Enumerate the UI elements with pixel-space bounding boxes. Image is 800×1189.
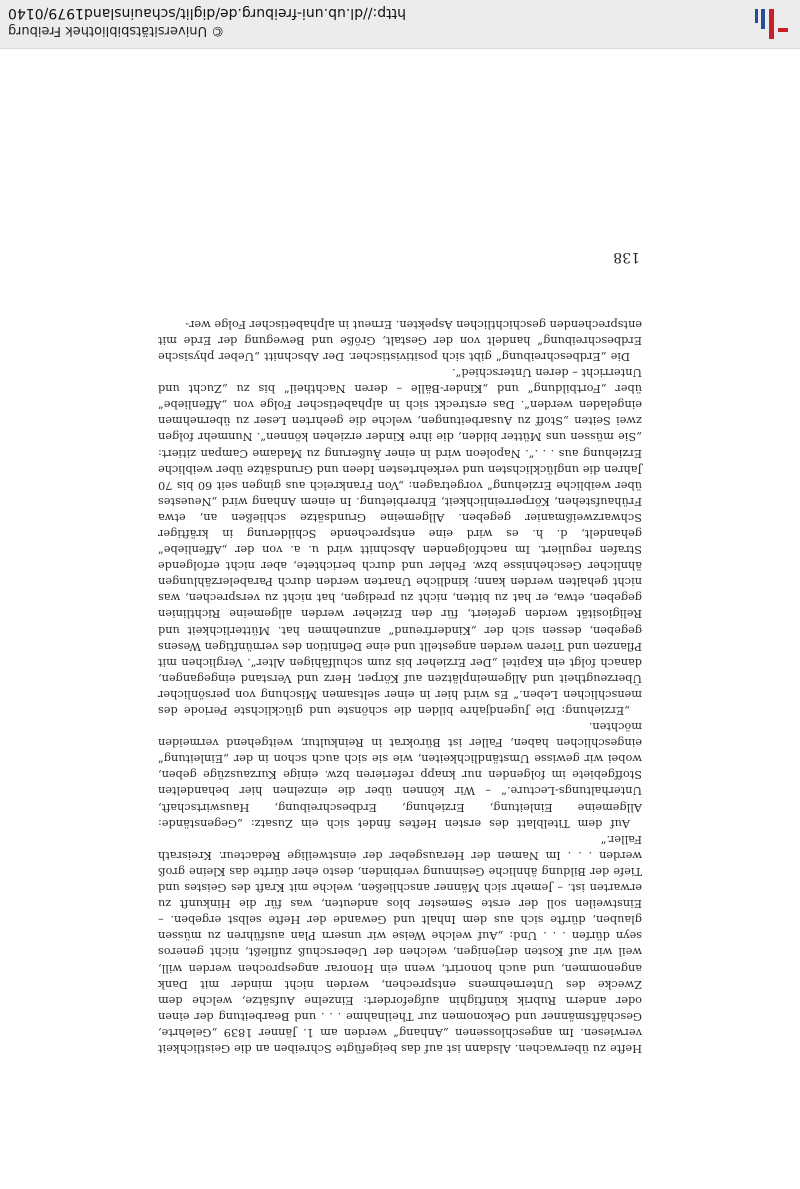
ub-freiburg-logo-icon xyxy=(750,7,790,41)
source-url-link[interactable]: http://dl.ub.uni-freiburg.de/diglit/schauinsland1979/0140 xyxy=(8,5,406,21)
paragraph: Hefte zu überwachen. Alsdann ist auf das beigefügte Schreiben an die Geistlichkeit verwiesen. Im angeschlossenen „Anhang“ werden am 1. Jänner 1839 „Gelehrte, Geschäftsmänner und Oekonomen zur Theilnahme . . . und Bearbeitung der einen oder andern Rubrik künftighin aufgefordert: Einzelne Aufsätze, welche dem Zwecke des Unternehmens entsprechen, werden nicht minder mit Dank angenommen, und auch honorirt, wenn ein Honorar angesprochen werden will, weil wir auf Kosten derjenigen, welchen der Ueberschuß zufließt, nicht generos seyn dürfen . . . Und: „Auf welche Weise wir unsern Plan ausführen zu müssen glauben, dürfte sich aus dem Inhalt und Gewande der Hefte selbst ergeben. – Einstweilen soll der erste Semester blos andeuten, was für die Hinkunft zu erwarten ist. – Jemehr sich Männer anschließen, welche mit Kraft des Geistes und Tiefe der Bildung ähnliche Gesinnung verbinden, desto eher dürfte das Kleine groß werden . . . Im Namen der Herausgeber der einstweilige Redacteur. Kreisrath Faller.“ xyxy=(158,832,642,1055)
paragraph: „Erziehung: Die Jugendjahre bilden die schönste und glücklichste Periode des menschlichen Leben.“ Es wird hier in einer seltsamen Mischung von persönlicher Überzeugtheit und Allgemeinplätzen auf Körper, Herz und Verstand eingegangen, danach folgt ein Kapitel „Der Erzieher bis zum schulfähigen Alter“. Verglichen mit Pflanzen und Tieren werden angestellt und eine Definition des vernünftigen Wesens gegeben, dessen sich der „Kinderfreund“ anzunehmen hat. Mütterlichkeit und Religiosität werden gefeiert, für den Erzieher werden allgemeine Richtlinien gegeben, etwa, er hat zu bitten, nicht zu predigen, hat nicht zu versprechen, was nicht gehalten werden kann; kindliche Unarten werden durch Parabelerzählungen ähnlicher Geschehnisse bzw. Fehler und durch berichtete, aber nicht erfolgende Strafen reguliert. Im nachfolgenden Abschnitt wird u. a. von der „Affenliebe“ gehandelt, d. h. es wird eine entsprechende Schilderung in kräftiger Schwarzweißmanier gegeben. Allgemeine Grundsätze schließen an, etwa Frühaufstehen, Körperreinlichkeit, Ehrerbietung. In einem Anhang wird „Neuestes über weibliche Erziehung“ vorgetragen: „Von Frankreich aus gingen seit 60 bis 70 Jahren die unglücklichsten und verkehrtesten Ideen und Grundsätze über weibliche Erziehung aus . . .“. Napoleon wird in einer Äußerung zu Madame Campan zitiert: „Sie müssen uns Mütter bilden, die ihre Kinder erziehen können“. Nunmehr folgen zwei Seiten „Stoff zu Ausarbeitungen, welche die geehrten Leser zu übernehmen eingeladen werden“. Das erstreckt sich in alphabetischer Folge von „Affenliebe“ über „Fortbildung“ und „Kinder-Bälle – deren Nachtheil“ bis zu „Zucht und Unterricht – deren Unterschied“. xyxy=(158,366,642,718)
scanned-book-page xyxy=(0,49,800,1189)
page-number: 138 xyxy=(613,249,640,265)
body-text xyxy=(158,316,642,1056)
copyright-notice: © Universitätsbibliothek Freiburg xyxy=(8,23,225,38)
paragraph: Auf dem Titelblatt des ersten Heftes findet sich ein Zusatz: „Gegenstände: Allgemeine Einleitung, Erziehung, Erdbeschreibung, Hauswirtschaft, Unterhaltungs-Lecture.“ – Wir können über die einzelnen hier behandelten Stoffgebiete im folgenden nur knapp referieren bzw. einige Kurzauszüge geben, wobei wir gewisse Umständlichkeiten, wie sie sich auch schon in der „Einleitung“ eingeschlichen haben, Faller ist Bürokrat in Reinkultur, weitgehend vermeiden möchten. xyxy=(158,720,642,830)
paragraph: Die „Erdbeschreibung“ gibt sich positivistischer. Der Abschnitt „Ueber physische Erdbeschreibung“ handelt von der Gestalt, Größe und Bewegung der Erde mit entsprechenden geschichtlichen Aspekten. Erneut in alphabetischer Folge wer- xyxy=(158,317,642,363)
